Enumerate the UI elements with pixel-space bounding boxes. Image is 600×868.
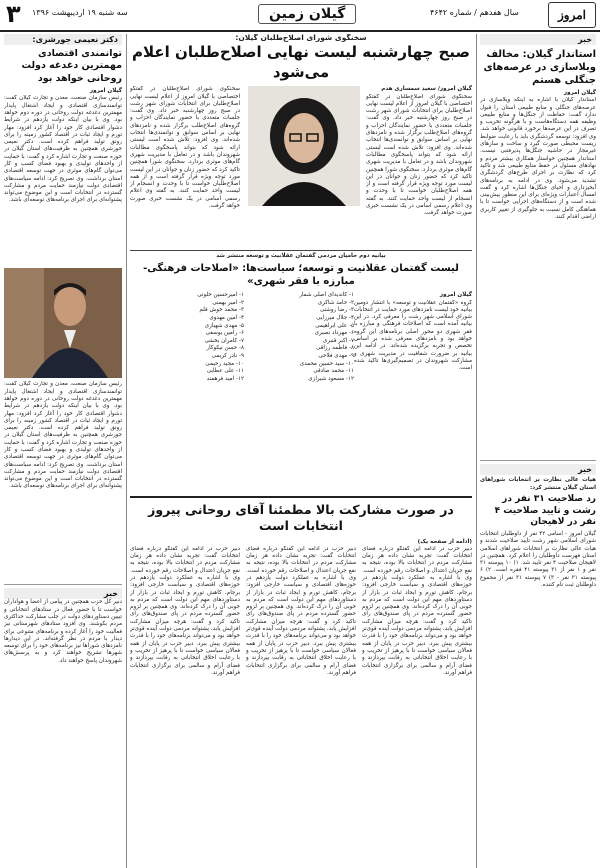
- right-body: استاندار گیلان با اشاره به اینکه ویلاسازی در عرصه‌های جنگلی و منابع طبیعی استان را قبول ندارد گفت: حفاظت از جنگل‌ها و منابع طبیعی وظیفه همه دستگاه‌هاست و با هرگونه تخریب و تصرف در این عرصه‌ها برخورد قانونی خواهد شد. وی افزود: توسعه گردشگری باید با رعایت ضوابط زیست محیطی صورت گیرد و ساخت و سازهای غیرمجاز در حاشیه جنگل‌ها پذیرفتنی نیست. استاندار همچنین خواستار همکاری بیشتر مردم و نهادهای مسئول در حفظ منابع طبیعی شد و تاکید کرد که نظارت بر اجرای طرح‌های گردشگری تشدید می‌شود. وی در ادامه به برنامه‌های آبخیزداری و احیای جنگل‌ها اشاره کرد و گفت امسال اعتبارات ویژه‌ای برای این منظور پیش‌بینی شده است و از دستگاه‌های اجرایی خواست تا با هماهنگی کامل نسبت به جلوگیری از تغییر کاربری اراضی اقدام کنند.: [480, 97, 596, 221]
- issue-number: سال هفدهم / شماره ۴۶۴۲: [430, 8, 519, 17]
- right-headline: استاندار گیلان: مخالف ویلاسازی در عرصه‌های جنگلی هستم: [483, 49, 596, 86]
- list-lead: گیلان امروز: [439, 292, 472, 299]
- right-kicker-2: خبر: [480, 464, 596, 475]
- list-kicker: بیانیه دوم حامیان مردمی گفتمان عقلانیت و توسعه منتشر شد: [216, 253, 386, 259]
- bottom-body-col1: دبیر حزب در ادامه این گفتگو درباره فضای انتخابات گفت: تجربه نشان داده هر زمان مشارکت مردم در انتخابات بالا بوده، نتیجه به نفع جریان اعتدال و اصلاحات رقم خورده است. وی با اشاره به عملکرد دولت یازدهم در حوزه‌های اقتصادی و سیاست خارجی افزود: برجام، کاهش تورم و ایجاد ثبات در بازار از دستاوردهای مهم این دولت است که مردم به خوبی آن را درک کرده‌اند. وی همچنین بر لزوم حضور گسترده مردم در پای صندوق‌های رای تاکید کرد و گفت: هرچه میزان مشارکت افزایش یابد، پشتوانه مردمی دولت آینده قوی‌تر خواهد بود و می‌تواند برنامه‌های خود را با قدرت بیشتری پیش ببرد. دبیر حزب در پایان از همه فعالان سیاسی خواست تا با پرهیز از تخریب و با رعایت اخلاق انتخاباتی به رقابت بپردازند و فضای آرام و سالمی برای برگزاری انتخابات فراهم آورند.: [362, 545, 472, 676]
- list-item: ۱- امیرحسین خلوتی: [197, 292, 244, 299]
- list-item: ۱۲- امید فرهمند: [206, 375, 244, 382]
- list-item: ۷- اکبر قنبری: [322, 337, 354, 344]
- left-body-cont: رئیس سازمان صنعت، معدن و تجارت گیلان گفت: توانمندسازی اقتصادی و ایجاد اشتغال پایدار مهمترین دغدغه دولت روحانی در دوره دوم خواهد بود. وی با بیان اینکه دولت یازدهم در شرایط دشوار اقتصادی کار خود را آغاز کرد افزود: مهار تورم و ایجاد ثبات در اقتصاد کشور زمینه را برای رونق تولید فراهم کرده است. دکتر نعیمی جورشری همچنین به ظرفیت‌های استان گیلان در حوزه صنعت و تجارت اشاره کرد و گفت: با حمایت از واحدهای تولیدی و بهبود فضای کسب و کار می‌توان گام‌های موثری در جهت توسعه اقتصادی استان برداشت. وی تصریح کرد: ادامه سیاست‌های اقتصادی دولت نیازمند حمایت مردم و مشارکت گسترده در انتخابات است و این موضوع می‌تواند پشتوانه‌ای برای اجرای برنامه‌های توسعه‌ای باشد.: [4, 381, 122, 490]
- list-item: ۳- رضا روشنی: [319, 307, 354, 314]
- left-column: [4, 34, 122, 868]
- list-item: ۱۰- سید حسین محمدی: [299, 360, 354, 367]
- names-list-right: [254, 292, 354, 383]
- right-lead: گیلان امروز: [563, 90, 596, 96]
- left-body: رئیس سازمان صنعت، معدن و تجارت گیلان گفت: توانمندسازی اقتصادی و ایجاد اشتغال پایدار مهمترین دغدغه دولت روحانی در دوره دوم خواهد بود. وی با بیان اینکه دولت یازدهم در شرایط دشوار اقتصادی کار خود را آغاز کرد افزود: مهار تورم و ایجاد ثبات در اقتصاد کشور زمینه را برای رونق تولید فراهم کرده است. دکتر نعیمی جورشری همچنین به ظرفیت‌های استان گیلان در حوزه صنعت و تجارت اشاره کرد و گفت: با حمایت از واحدهای تولیدی و بهبود فضای کسب و کار می‌توان گام‌های موثری در جهت توسعه اقتصادی استان برداشت. وی تصریح کرد: ادامه سیاست‌های اقتصادی دولت نیازمند حمایت مردم و مشارکت گسترده در انتخابات است و این موضوع می‌تواند پشتوانه‌ای برای اجرای برنامه‌های توسعه‌ای باشد.: [4, 95, 122, 204]
- divider: [480, 460, 596, 461]
- main-story: [130, 34, 472, 244]
- portrait-woman-glasses-icon: [248, 86, 360, 206]
- list-item: ۱۱- علی عطایی: [206, 368, 244, 375]
- list-item: ۹- مهدی فلاحی: [318, 353, 354, 360]
- list-item: ۴- جلال میرزایی: [316, 315, 354, 322]
- list-item: ۸- حسن نیکوکار: [206, 345, 244, 352]
- page-header: [0, 0, 600, 32]
- list-item: ۶- رامین یوسفی: [205, 330, 244, 337]
- main-kicker: سخنگوی شورای اصلاح‌طلبان گیلان:: [235, 34, 367, 42]
- page-number: ۳: [6, 0, 21, 28]
- left-body-2: دبیر کل حزب همچنین در پیامی از اعضا و هواداران خواست تا با حضور فعال در ستادهای انتخاباتی و تبیین دستاوردهای دولت در جلب مشارکت حداکثری مردم بکوشند. وی افزود ستادهای شهرستانی نیز فعالیت خود را آغاز کرده و برنامه‌های متنوعی برای دیدار با مردم در نظر گرفته‌اند. در این دیدارها نامزدهای شوراها نیز برنامه‌های خود را برای توسعه شهرها تشریح خواهند کرد و به پرسش‌های شهروندان پاسخ خواهند داد.: [4, 599, 122, 664]
- portrait-man-suit-icon: [4, 268, 122, 378]
- list-item: ۶- مهرداد نصیری: [314, 330, 354, 337]
- issue-date: سه شنبه ۱۹ اردیبهشت ۱۳۹۶: [32, 8, 128, 17]
- bottom-body-col2: دبیر حزب در ادامه این گفتگو درباره فضای انتخابات گفت: تجربه نشان داده هر زمان مشارکت مردم در انتخابات بالا بوده، نتیجه به نفع جریان اعتدال و اصلاحات رقم خورده است. وی با اشاره به عملکرد دولت یازدهم در حوزه‌های اقتصادی و سیاست خارجی افزود: برجام، کاهش تورم و ایجاد ثبات در بازار از دستاوردهای مهم این دولت است که مردم به خوبی آن را درک کرده‌اند. وی همچنین بر لزوم حضور گسترده مردم در پای صندوق‌های رای تاکید کرد و گفت: هرچه میزان مشارکت افزایش یابد، پشتوانه مردمی دولت آینده قوی‌تر خواهد بود و می‌تواند برنامه‌های خود را با قدرت بیشتری پیش ببرد. دبیر حزب در پایان از همه فعالان سیاسی خواست تا با پرهیز از تخریب و با رعایت اخلاق انتخاباتی به رقابت بپردازند و فضای آرام و سالمی برای برگزاری انتخابات فراهم آورند.: [246, 545, 356, 676]
- right-kicker: خبر: [480, 34, 596, 45]
- newspaper-logo: امروز: [548, 2, 596, 28]
- right-body-2: گیلان امروز - اسامی ۴۲ نفر از داوطلبان انتخابات شورای اسلامی شهر رشت تایید صلاحیت شدند و هیات عالی نظارت بر انتخابات شوراهای اسلامی استان فهرست داوطلبان را اعلام کرد. همچنین در لاهیجان صلاحیت ۴ نفر تایید شد. ۱) ۱۰ پیوسته ۳۱ نفر و ۱ نفر از ۳۱ پیوسته ۴۱ فقره است. ۲) ۶ پیوسته ۳۱ نفر - ۳) ۷ پیوسته ۳۱ نفر از مجموع داوطلبان ثبت نام کننده.: [480, 530, 596, 589]
- list-item: ۴- امین مهدوی: [209, 315, 244, 322]
- divider: [4, 584, 122, 585]
- right-subhead-2: هیات عالی نظارت بر انتخابات شوراهای استان گیلان منتشر کرد:: [480, 477, 596, 491]
- list-item: ۱۰- مجید رحیمی: [205, 360, 244, 367]
- list-story: [130, 250, 472, 493]
- bottom-headline: در صورت مشارکت بالا مطمئنا آقای روحانی پیروز انتخابات است: [148, 502, 454, 534]
- right-column: [480, 34, 596, 868]
- list-item: ۹- نادر کریمی: [211, 353, 244, 360]
- bottom-story: [130, 496, 472, 868]
- list-item: ۸- فاطمه رزاقی: [316, 345, 354, 352]
- section-title: گیلان زمین: [258, 4, 356, 24]
- list-item: ۱۲- مسعود شیرازی: [308, 375, 354, 382]
- main-body-cont: سخنگوی شورای اصلاح‌طلبان در گفتگو اختصاصی با گیلان امروز از اعلام لیست نهایی اصلاح‌طلبان برای انتخابات شورای شهر رشت در صبح روز چهارشنبه خبر داد. وی گفت: جلسات متعددی با حضور نمایندگان احزاب و گروه‌های اصلاح‌طلب برگزار شده و نامزدهای نهایی بر اساس سوابق و توانمندی‌ها انتخاب شده‌اند. وی افزود: تلاش شده است لیستی ارائه شود که بتواند پاسخگوی مطالبات شهروندان باشد و در تعامل با مدیریت شهری گام‌های موثری بردارد. سخنگوی شورا همچنین تاکید کرد که حضور زنان و جوانان در این لیست مورد توجه ویژه قرار گرفته است و از همه اصلاح‌طلبان خواست تا با وحدت و انسجام از لیست واحد حمایت کنند. به گفته وی اعلام رسمی اسامی در یک نشست خبری صورت خواهد گرفت.: [130, 86, 240, 210]
- list-item: ۱۱- محمد صادقی: [313, 368, 354, 375]
- right-headline-2: رد صلاحیت ۳۱ نفر در رشت و تایید صلاحیت ۴ نفر در لاهیجان: [494, 493, 596, 528]
- column-rule: [476, 34, 477, 868]
- left-kicker-2: خبر: [4, 588, 122, 599]
- man-portrait-photo: [4, 268, 122, 378]
- main-body: سخنگوی شورای اصلاح‌طلبان در گفتگو اختصاصی با گیلان امروز از اعلام لیست نهایی اصلاح‌طلبان برای انتخابات شورای شهر رشت در صبح روز چهارشنبه خبر داد. وی گفت: جلسات متعددی با حضور نمایندگان احزاب و گروه‌های اصلاح‌طلب برگزار شده و نامزدهای نهایی بر اساس سوابق و توانمندی‌ها انتخاب شده‌اند. وی افزود: تلاش شده است لیستی ارائه شود که بتواند پاسخگوی مطالبات شهروندان باشد و در تعامل با مدیریت شهری گام‌های موثری بردارد. سخنگوی شورا همچنین تاکید کرد که حضور زنان و جوانان در این لیست مورد توجه ویژه قرار گرفته است و از همه اصلاح‌طلبان خواست تا با وحدت و انسجام از لیست واحد حمایت کنند. به گفته وی اعلام رسمی اسامی در یک نشست خبری صورت خواهد گرفت.: [366, 93, 472, 217]
- list-item: ۲- حامد شاکری: [317, 299, 354, 306]
- list-item: ۱- کاندیدای اصلی شمار: [299, 292, 354, 299]
- column-rule: [126, 34, 127, 868]
- list-item: ۷- کامران بخشی: [204, 337, 244, 344]
- bottom-body-col3: دبیر حزب در ادامه این گفتگو درباره فضای انتخابات گفت: تجربه نشان داده هر زمان مشارکت مردم در انتخابات بالا بوده، نتیجه به نفع جریان اعتدال و اصلاحات رقم خورده است. وی با اشاره به عملکرد دولت یازدهم در حوزه‌های اقتصادی و سیاست خارجی افزود: برجام، کاهش تورم و ایجاد ثبات در بازار از دستاوردهای مهم این دولت است که مردم به خوبی آن را درک کرده‌اند. وی همچنین بر لزوم حضور گسترده مردم در پای صندوق‌های رای تاکید کرد و گفت: هرچه میزان مشارکت افزایش یابد، پشتوانه مردمی دولت آینده قوی‌تر خواهد بود و می‌تواند برنامه‌های خود را با قدرت بیشتری پیش ببرد. دبیر حزب در پایان از همه فعالان سیاسی خواست تا با پرهیز از تخریب و با رعایت اخلاق انتخاباتی به رقابت بپردازند و فضای آرام و سالمی برای برگزاری انتخابات فراهم آورند.: [130, 545, 240, 676]
- list-body: گروه «گفتمان عقلانیت و توسعه» با انتشار دومین بیانیه خود لیست نامزدهای مورد حمایت در انتخابات شورای اسلامی شهر رشت را معرفی کرد. در این بیانیه آمده است که اصلاحات فرهنگی و مبارزه با فقر شهری دو محور اصلی برنامه‌های این گروه خواهد بود و نامزدهای معرفی شده بر اساس تخصص و تجربه برگزیده شده‌اند. در ادامه این بیانیه بر ضرورت شفافیت در مدیریت شهری و مشارکت شهروندان در تصمیم‌گیری‌ها تاکید شده است.: [354, 299, 472, 372]
- main-byline: گیلان امروز/ سعید سمساری هدم: [381, 86, 472, 93]
- left-headline: توانمندی اقتصادی مهمترین دغدغه دولت روحانی خواهد بود: [21, 48, 122, 84]
- main-headline: صبح چهارشنبه لیست نهایی اصلاح‌طلبان اعلام می‌شود: [132, 43, 470, 81]
- list-item: ۲- امیر بهمنی: [212, 299, 244, 306]
- list-item: ۵- علی ابراهیمی: [315, 322, 354, 329]
- names-list-left: [134, 292, 244, 383]
- woman-portrait-photo: [248, 86, 360, 206]
- list-item: ۵- مهدی شهبازی: [204, 322, 244, 329]
- list-item: ۳- محمد خوش قلم: [199, 307, 244, 314]
- list-headline: لیست گفتمان عقلانیت و توسعه؛ سیاست‌ها: «اصلاحات فرهنگی- مبارزه با فقر شهری»: [143, 263, 459, 288]
- left-kicker: دکتر نعیمی جورشری:: [4, 34, 122, 45]
- bottom-byline: (ادامه از صفحه یک): [417, 538, 472, 545]
- left-lead: گیلان امروز: [89, 88, 122, 95]
